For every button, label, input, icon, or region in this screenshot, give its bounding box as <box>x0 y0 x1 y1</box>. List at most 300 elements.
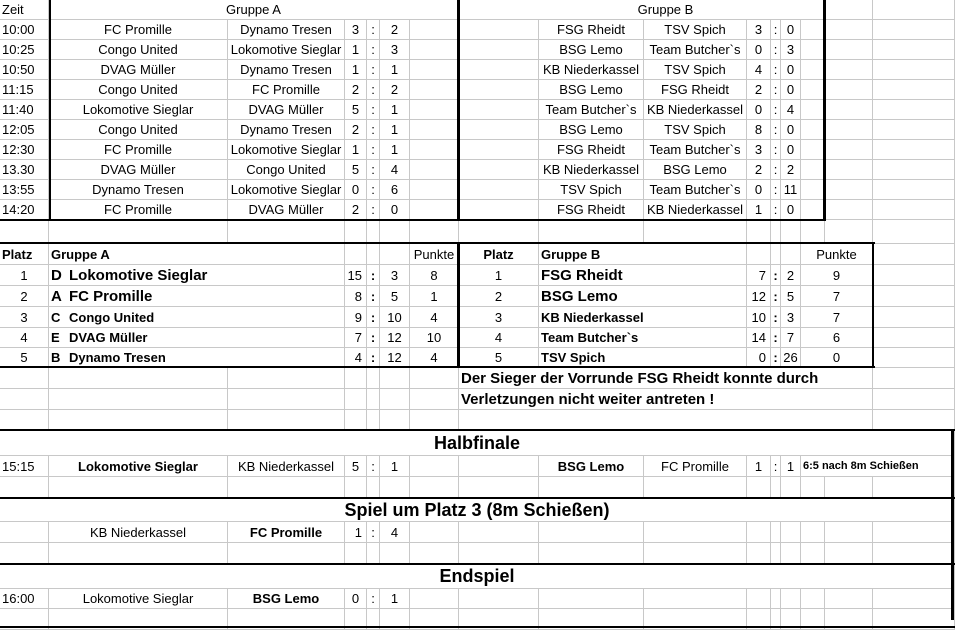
empty-cell[interactable] <box>0 522 49 543</box>
empty-cell[interactable] <box>825 80 873 100</box>
group-b-home-team[interactable]: KB Niederkassel <box>539 160 644 180</box>
empty-cell[interactable] <box>781 543 801 564</box>
goal-separator[interactable]: : <box>367 307 380 328</box>
score-separator[interactable]: : <box>771 80 781 100</box>
points[interactable]: 0 <box>801 348 873 368</box>
empty-cell[interactable] <box>539 522 644 543</box>
group-a-away-team[interactable]: Congo United <box>228 160 345 180</box>
rank-a[interactable]: 2 <box>0 286 49 307</box>
note-line-2[interactable]: Verletzungen nicht weiter antreten ! <box>459 389 873 410</box>
empty-cell[interactable] <box>0 220 49 244</box>
empty-cell[interactable] <box>367 220 380 244</box>
empty-cell[interactable] <box>345 410 367 430</box>
group-b-away-score[interactable]: 0 <box>781 20 801 40</box>
empty-cell[interactable] <box>873 368 955 389</box>
group-a-home-score[interactable]: 1 <box>345 140 367 160</box>
goals-conceded[interactable]: 2 <box>781 265 801 286</box>
group-b-away-score[interactable]: 11 <box>781 180 801 200</box>
group-a-home-team[interactable]: Congo United <box>49 40 228 60</box>
points[interactable]: 1 <box>410 286 459 307</box>
empty-cell[interactable] <box>873 0 955 20</box>
group-b-home-team[interactable]: BSG Lemo <box>539 80 644 100</box>
match-time[interactable]: 12:05 <box>0 120 49 140</box>
group-a-home-score[interactable]: 2 <box>345 80 367 100</box>
points[interactable]: 10 <box>410 328 459 348</box>
empty-cell[interactable] <box>459 160 539 180</box>
semifinal-2-home[interactable]: BSG Lemo <box>539 456 644 477</box>
group-a-home-team[interactable]: DVAG Müller <box>49 60 228 80</box>
group-a-home-score[interactable]: 0 <box>345 180 367 200</box>
group-b-away-score[interactable]: 0 <box>781 120 801 140</box>
group-b-away-score[interactable]: 4 <box>781 100 801 120</box>
empty-cell[interactable] <box>873 265 955 286</box>
group-a-home-score[interactable]: 1 <box>345 40 367 60</box>
empty-cell[interactable] <box>410 180 459 200</box>
empty-cell[interactable] <box>644 589 747 609</box>
empty-cell[interactable] <box>801 120 825 140</box>
empty-cell[interactable] <box>367 368 380 389</box>
empty-cell[interactable] <box>459 80 539 100</box>
goals-scored[interactable]: 10 <box>747 307 771 328</box>
empty-cell[interactable] <box>825 20 873 40</box>
empty-cell[interactable] <box>410 410 459 430</box>
group-b-home-score[interactable]: 1 <box>747 200 771 220</box>
group-b-away-score[interactable]: 0 <box>781 80 801 100</box>
empty-cell[interactable] <box>459 456 539 477</box>
score-separator[interactable]: : <box>367 140 380 160</box>
final-away[interactable]: BSG Lemo <box>228 589 345 609</box>
empty-cell[interactable] <box>228 220 345 244</box>
empty-cell[interactable] <box>873 200 955 220</box>
empty-cell[interactable] <box>228 389 345 410</box>
empty-cell[interactable] <box>410 140 459 160</box>
empty-cell[interactable] <box>410 40 459 60</box>
empty-cell[interactable] <box>873 348 955 368</box>
empty-cell[interactable] <box>801 100 825 120</box>
empty-cell[interactable] <box>873 60 955 80</box>
platz3-title[interactable]: Spiel um Platz 3 (8m Schießen) <box>0 498 955 522</box>
empty-cell[interactable] <box>539 220 644 244</box>
empty-cell[interactable] <box>410 543 459 564</box>
empty-cell[interactable] <box>410 120 459 140</box>
empty-cell[interactable] <box>873 477 955 498</box>
empty-cell[interactable] <box>873 80 955 100</box>
empty-cell[interactable] <box>380 220 410 244</box>
empty-cell[interactable] <box>781 220 801 244</box>
empty-cell[interactable] <box>644 522 747 543</box>
empty-cell[interactable] <box>801 522 825 543</box>
standings-header-punkte-a[interactable]: Punkte <box>410 244 459 265</box>
empty-cell[interactable] <box>410 477 459 498</box>
empty-cell[interactable] <box>771 477 781 498</box>
semifinal-2-away[interactable]: FC Promille <box>644 456 747 477</box>
empty-cell[interactable] <box>801 543 825 564</box>
empty-cell[interactable] <box>801 80 825 100</box>
score-separator[interactable]: : <box>771 140 781 160</box>
group-b-away-team[interactable]: Team Butcher`s <box>644 180 747 200</box>
empty-cell[interactable] <box>228 410 345 430</box>
empty-cell[interactable] <box>228 368 345 389</box>
empty-cell[interactable] <box>747 477 771 498</box>
group-a-home-team[interactable]: FC Promille <box>49 140 228 160</box>
empty-cell[interactable] <box>345 477 367 498</box>
group-a-home-team[interactable]: Lokomotive Sieglar <box>49 100 228 120</box>
goals-scored[interactable]: 0 <box>747 348 771 368</box>
empty-cell[interactable] <box>801 589 825 609</box>
empty-cell[interactable] <box>459 220 539 244</box>
goals-conceded[interactable]: 26 <box>781 348 801 368</box>
empty-cell[interactable] <box>801 160 825 180</box>
platz3-away-score[interactable]: 4 <box>380 522 410 543</box>
empty-cell[interactable] <box>459 40 539 60</box>
endspiel-title[interactable]: Endspiel <box>0 564 955 589</box>
group-a-away-team[interactable]: Dynamo Tresen <box>228 60 345 80</box>
group-b-home-team[interactable]: KB Niederkassel <box>539 60 644 80</box>
group-a-away-team[interactable]: DVAG Müller <box>228 100 345 120</box>
group-a-standing-team[interactable] <box>49 307 345 328</box>
empty-cell[interactable] <box>781 522 801 543</box>
empty-cell[interactable] <box>771 244 781 265</box>
goals-scored[interactable]: 9 <box>345 307 367 328</box>
group-a-home-team[interactable]: Dynamo Tresen <box>49 180 228 200</box>
score-separator[interactable]: : <box>771 40 781 60</box>
score-separator[interactable]: : <box>367 40 380 60</box>
empty-cell[interactable] <box>49 410 228 430</box>
empty-cell[interactable] <box>367 543 380 564</box>
empty-cell[interactable] <box>345 220 367 244</box>
empty-cell[interactable] <box>771 220 781 244</box>
group-b-away-team[interactable]: TSV Spich <box>644 60 747 80</box>
standings-header-platz-b[interactable]: Platz <box>459 244 539 265</box>
group-a-away-score[interactable]: 6 <box>380 180 410 200</box>
match-time[interactable]: 11:15 <box>0 80 49 100</box>
empty-cell[interactable] <box>825 140 873 160</box>
group-a-away-team[interactable]: DVAG Müller <box>228 200 345 220</box>
match-time[interactable]: 11:40 <box>0 100 49 120</box>
halbfinale-title[interactable]: Halbfinale <box>0 430 955 456</box>
empty-cell[interactable] <box>873 120 955 140</box>
empty-cell[interactable] <box>0 477 49 498</box>
score-separator[interactable]: : <box>367 200 380 220</box>
empty-cell[interactable] <box>801 180 825 200</box>
score-separator[interactable]: : <box>771 120 781 140</box>
points[interactable]: 7 <box>801 286 873 307</box>
empty-cell[interactable] <box>825 180 873 200</box>
empty-cell[interactable] <box>410 160 459 180</box>
empty-cell[interactable] <box>825 60 873 80</box>
empty-cell[interactable] <box>345 543 367 564</box>
goals-conceded[interactable]: 10 <box>380 307 410 328</box>
empty-cell[interactable] <box>873 20 955 40</box>
empty-cell[interactable] <box>873 522 955 543</box>
empty-cell[interactable] <box>873 307 955 328</box>
group-b-home-score[interactable]: 0 <box>747 40 771 60</box>
group-b-home-score[interactable]: 2 <box>747 80 771 100</box>
final-away-score[interactable]: 1 <box>380 589 410 609</box>
group-a-away-score[interactable]: 1 <box>380 100 410 120</box>
empty-cell[interactable] <box>459 60 539 80</box>
empty-cell[interactable] <box>459 410 873 430</box>
empty-cell[interactable] <box>873 140 955 160</box>
group-a-standing-team[interactable] <box>49 265 345 286</box>
score-separator[interactable]: : <box>771 100 781 120</box>
empty-cell[interactable] <box>410 522 459 543</box>
empty-cell[interactable] <box>539 589 644 609</box>
score-separator[interactable]: : <box>771 160 781 180</box>
group-b-home-score[interactable]: 0 <box>747 100 771 120</box>
group-a-away-score[interactable]: 1 <box>380 120 410 140</box>
empty-cell[interactable] <box>873 244 955 265</box>
empty-cell[interactable] <box>380 477 410 498</box>
note-line-1[interactable]: Der Sieger der Vorrunde FSG Rheidt konnte durch <box>459 368 873 389</box>
points[interactable]: 9 <box>801 265 873 286</box>
empty-cell[interactable] <box>367 389 380 410</box>
group-a-standing-team[interactable] <box>49 348 345 368</box>
empty-cell[interactable] <box>873 220 955 244</box>
group-b-standing-team[interactable]: BSG Lemo <box>539 286 747 307</box>
score-separator[interactable]: : <box>367 180 380 200</box>
group-a-away-score[interactable]: 3 <box>380 40 410 60</box>
platz3-home-score[interactable]: 1 <box>345 522 367 543</box>
group-a-home-team[interactable]: Congo United <box>49 80 228 100</box>
standings-header-platz[interactable]: Platz <box>0 244 49 265</box>
empty-cell[interactable] <box>644 220 747 244</box>
empty-cell[interactable] <box>410 20 459 40</box>
group-a-home-score[interactable]: 2 <box>345 200 367 220</box>
goal-separator[interactable]: : <box>367 265 380 286</box>
goals-scored[interactable]: 7 <box>747 265 771 286</box>
empty-cell[interactable] <box>367 244 380 265</box>
points[interactable]: 6 <box>801 328 873 348</box>
score-separator[interactable]: : <box>367 522 380 543</box>
goal-separator[interactable]: : <box>771 265 781 286</box>
goals-conceded[interactable]: 3 <box>380 265 410 286</box>
empty-cell[interactable] <box>380 389 410 410</box>
group-a-away-team[interactable]: Lokomotive Sieglar <box>228 180 345 200</box>
empty-cell[interactable] <box>0 389 49 410</box>
empty-cell[interactable] <box>539 543 644 564</box>
empty-cell[interactable] <box>380 368 410 389</box>
empty-cell[interactable] <box>747 522 771 543</box>
empty-cell[interactable] <box>459 180 539 200</box>
empty-cell[interactable] <box>781 477 801 498</box>
group-b-home-team[interactable]: FSG Rheidt <box>539 140 644 160</box>
empty-cell[interactable] <box>459 589 539 609</box>
empty-cell[interactable] <box>873 100 955 120</box>
empty-cell[interactable] <box>459 120 539 140</box>
empty-cell[interactable] <box>873 543 955 564</box>
standings-header-gruppe-b[interactable]: Gruppe B <box>539 244 747 265</box>
group-a-home-score[interactable]: 5 <box>345 160 367 180</box>
empty-cell[interactable] <box>825 522 873 543</box>
group-b-home-team[interactable]: BSG Lemo <box>539 40 644 60</box>
group-b-home-team[interactable]: BSG Lemo <box>539 120 644 140</box>
goals-conceded[interactable]: 3 <box>781 307 801 328</box>
group-b-away-score[interactable]: 0 <box>781 60 801 80</box>
empty-cell[interactable] <box>873 589 955 609</box>
group-a-home-team[interactable]: FC Promille <box>49 200 228 220</box>
group-b-home-score[interactable]: 3 <box>747 20 771 40</box>
empty-cell[interactable] <box>459 100 539 120</box>
header-gruppe-b[interactable]: Gruppe B <box>459 0 873 20</box>
match-time[interactable]: 10:25 <box>0 40 49 60</box>
empty-cell[interactable] <box>644 477 747 498</box>
empty-cell[interactable] <box>873 389 955 410</box>
empty-cell[interactable] <box>380 410 410 430</box>
semifinal-2-home-score[interactable]: 1 <box>747 456 771 477</box>
empty-cell[interactable] <box>345 244 367 265</box>
empty-cell[interactable] <box>825 543 873 564</box>
empty-cell[interactable] <box>345 368 367 389</box>
empty-cell[interactable] <box>49 220 228 244</box>
rank-b[interactable]: 4 <box>459 328 539 348</box>
standings-header-gruppe-a[interactable]: Gruppe A <box>49 244 345 265</box>
score-separator[interactable]: : <box>771 456 781 477</box>
group-a-away-score[interactable]: 4 <box>380 160 410 180</box>
empty-cell[interactable] <box>771 522 781 543</box>
goals-conceded[interactable]: 12 <box>380 348 410 368</box>
empty-cell[interactable] <box>228 477 345 498</box>
goal-separator[interactable]: : <box>367 328 380 348</box>
goals-conceded[interactable]: 12 <box>380 328 410 348</box>
points[interactable]: 4 <box>410 348 459 368</box>
group-b-home-score[interactable]: 2 <box>747 160 771 180</box>
group-a-away-team[interactable]: Dynamo Tresen <box>228 20 345 40</box>
empty-cell[interactable] <box>49 389 228 410</box>
empty-cell[interactable] <box>747 244 771 265</box>
final-home[interactable]: Lokomotive Sieglar <box>49 589 228 609</box>
standings-header-punkte-b[interactable]: Punkte <box>801 244 873 265</box>
empty-cell[interactable] <box>825 477 873 498</box>
empty-cell[interactable] <box>49 368 228 389</box>
score-separator[interactable]: : <box>771 180 781 200</box>
empty-cell[interactable] <box>825 100 873 120</box>
goals-scored[interactable]: 15 <box>345 265 367 286</box>
empty-cell[interactable] <box>459 20 539 40</box>
empty-cell[interactable] <box>410 389 459 410</box>
goal-separator[interactable]: : <box>367 286 380 307</box>
empty-cell[interactable] <box>410 200 459 220</box>
goals-scored[interactable]: 4 <box>345 348 367 368</box>
goal-separator[interactable]: : <box>771 286 781 307</box>
empty-cell[interactable] <box>801 220 825 244</box>
empty-cell[interactable] <box>410 368 459 389</box>
empty-cell[interactable] <box>825 40 873 60</box>
score-separator[interactable]: : <box>771 20 781 40</box>
empty-cell[interactable] <box>747 589 771 609</box>
empty-cell[interactable] <box>345 389 367 410</box>
goal-separator[interactable]: : <box>771 348 781 368</box>
group-a-home-score[interactable]: 3 <box>345 20 367 40</box>
group-a-away-score[interactable]: 0 <box>380 200 410 220</box>
goal-separator[interactable]: : <box>771 307 781 328</box>
empty-cell[interactable] <box>825 220 873 244</box>
empty-cell[interactable] <box>771 543 781 564</box>
empty-cell[interactable] <box>367 477 380 498</box>
empty-cell[interactable] <box>380 543 410 564</box>
rank-b[interactable]: 3 <box>459 307 539 328</box>
rank-b[interactable]: 1 <box>459 265 539 286</box>
semifinal-1-away[interactable]: KB Niederkassel <box>228 456 345 477</box>
score-separator[interactable]: : <box>367 80 380 100</box>
group-b-home-score[interactable]: 3 <box>747 140 771 160</box>
empty-cell[interactable] <box>873 160 955 180</box>
group-a-home-score[interactable]: 5 <box>345 100 367 120</box>
group-b-away-team[interactable]: FSG Rheidt <box>644 80 747 100</box>
group-a-away-score[interactable]: 1 <box>380 140 410 160</box>
empty-cell[interactable] <box>747 543 771 564</box>
group-a-home-team[interactable]: DVAG Müller <box>49 160 228 180</box>
empty-cell[interactable] <box>49 543 228 564</box>
group-a-standing-team[interactable] <box>49 286 345 307</box>
group-b-home-team[interactable]: TSV Spich <box>539 180 644 200</box>
empty-cell[interactable] <box>459 543 539 564</box>
group-a-home-team[interactable]: FC Promille <box>49 20 228 40</box>
semifinal-1-away-score[interactable]: 1 <box>380 456 410 477</box>
empty-cell[interactable] <box>825 120 873 140</box>
group-a-away-score[interactable]: 1 <box>380 60 410 80</box>
halbfinale-time[interactable]: 15:15 <box>0 456 49 477</box>
header-zeit[interactable]: Zeit <box>0 0 49 20</box>
group-a-home-score[interactable]: 2 <box>345 120 367 140</box>
match-time[interactable]: 13:55 <box>0 180 49 200</box>
group-a-away-team[interactable]: Lokomotive Sieglar <box>228 40 345 60</box>
empty-cell[interactable] <box>781 244 801 265</box>
group-b-away-team[interactable]: Team Butcher`s <box>644 140 747 160</box>
empty-cell[interactable] <box>380 244 410 265</box>
empty-cell[interactable] <box>873 328 955 348</box>
empty-cell[interactable] <box>873 180 955 200</box>
endspiel-time[interactable]: 16:00 <box>0 589 49 609</box>
empty-cell[interactable] <box>801 200 825 220</box>
match-time[interactable]: 10:00 <box>0 20 49 40</box>
empty-cell[interactable] <box>459 200 539 220</box>
goal-separator[interactable]: : <box>367 348 380 368</box>
rank-b[interactable]: 5 <box>459 348 539 368</box>
semifinal-2-away-score[interactable]: 1 <box>781 456 801 477</box>
match-time[interactable]: 14:20 <box>0 200 49 220</box>
goals-scored[interactable]: 7 <box>345 328 367 348</box>
empty-cell[interactable] <box>801 477 825 498</box>
empty-cell[interactable] <box>747 220 771 244</box>
empty-cell[interactable] <box>801 140 825 160</box>
group-b-standing-team[interactable]: FSG Rheidt <box>539 265 747 286</box>
group-b-away-team[interactable]: KB Niederkassel <box>644 200 747 220</box>
group-b-away-team[interactable]: TSV Spich <box>644 20 747 40</box>
group-b-standing-team[interactable]: Team Butcher`s <box>539 328 747 348</box>
score-separator[interactable]: : <box>367 160 380 180</box>
final-home-score[interactable]: 0 <box>345 589 367 609</box>
empty-cell[interactable] <box>367 410 380 430</box>
group-b-away-team[interactable]: KB Niederkassel <box>644 100 747 120</box>
group-b-home-team[interactable]: FSG Rheidt <box>539 20 644 40</box>
score-separator[interactable]: : <box>367 60 380 80</box>
score-separator[interactable]: : <box>771 200 781 220</box>
points[interactable]: 8 <box>410 265 459 286</box>
group-a-away-team[interactable]: FC Promille <box>228 80 345 100</box>
group-b-away-score[interactable]: 3 <box>781 40 801 60</box>
empty-cell[interactable] <box>0 543 49 564</box>
score-separator[interactable]: : <box>367 456 380 477</box>
score-separator[interactable]: : <box>367 100 380 120</box>
group-b-away-score[interactable]: 0 <box>781 140 801 160</box>
empty-cell[interactable] <box>410 100 459 120</box>
semifinal-2-shootout-note[interactable]: 6:5 nach 8m Schießen <box>801 456 955 477</box>
rank-a[interactable]: 5 <box>0 348 49 368</box>
goals-conceded[interactable]: 5 <box>380 286 410 307</box>
match-time[interactable]: 12:30 <box>0 140 49 160</box>
goals-scored[interactable]: 8 <box>345 286 367 307</box>
